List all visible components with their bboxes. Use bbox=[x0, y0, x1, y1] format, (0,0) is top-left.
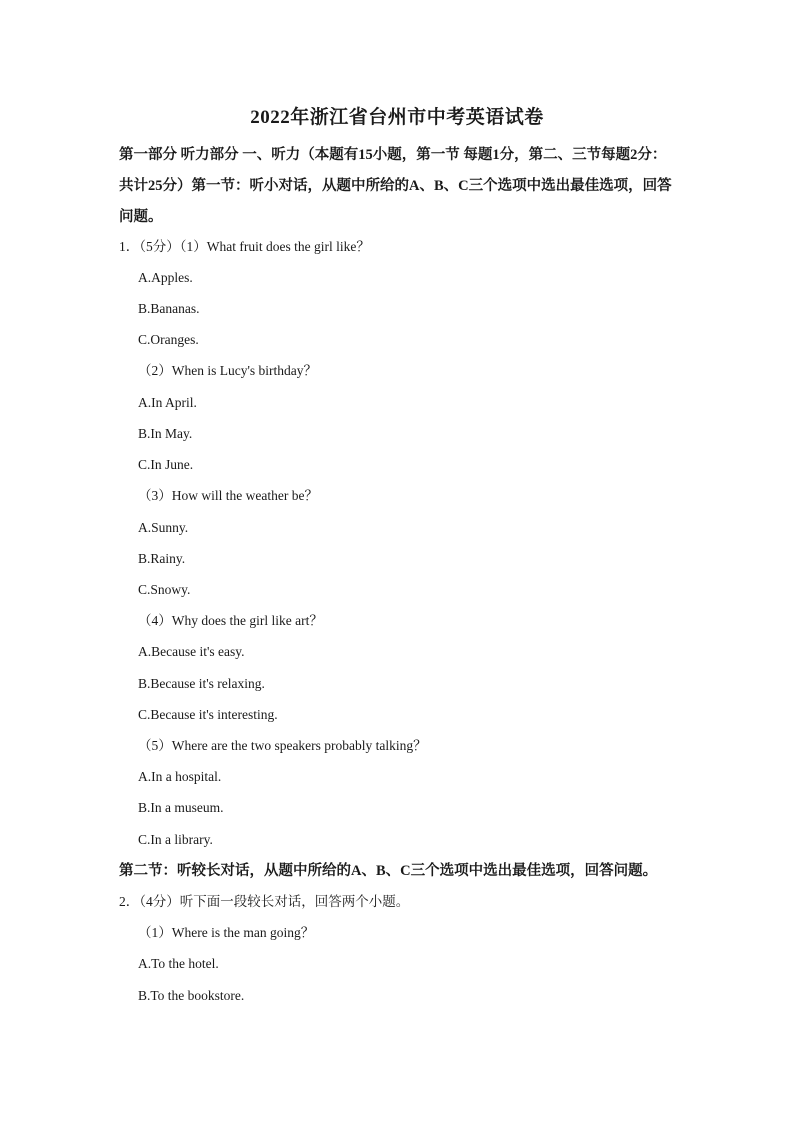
question-1-sub-2-prompt: （2）When is Lucy's birthday？ bbox=[138, 363, 318, 378]
q2-1-option-a: A.To the hotel. bbox=[138, 956, 219, 971]
question-1-sub-4-prompt: （4）Why does the girl like art？ bbox=[138, 613, 323, 628]
question-1-sub-5-prompt: （5）Where are the two speakers probably talking？ bbox=[138, 738, 427, 753]
q1-2-option-b: B.In May. bbox=[138, 426, 193, 441]
q1-3-option-c: C.Snowy. bbox=[138, 582, 191, 597]
question-1-sub-1-prompt: （1）What fruit does the girl like？ bbox=[179, 239, 370, 254]
q2-1-option-b: B.To the bookstore. bbox=[138, 988, 245, 1003]
q1-4-option-a: A.Because it's easy. bbox=[138, 644, 245, 659]
q1-2-option-c: C.In June. bbox=[138, 457, 194, 472]
section-2-heading: 第二节：听较长对话，从题中所给的A、B、C三个选项中选出最佳选项，回答问题。 bbox=[119, 863, 658, 879]
q1-2-option-a: A.In April. bbox=[138, 395, 197, 410]
page-title: 2022年浙江省台州市中考英语试卷 bbox=[250, 107, 544, 128]
question-2-header: 2．（4分）听下面一段较长对话，回答两个小题。 bbox=[119, 894, 410, 909]
question-1-header bbox=[119, 237, 370, 257]
q1-5-option-a: A.In a hospital. bbox=[138, 769, 222, 784]
q1-5-option-b: B.In a museum. bbox=[138, 800, 224, 815]
q1-4-option-b: B.Because it's relaxing. bbox=[138, 676, 265, 691]
q1-3-option-a: A.Sunny. bbox=[138, 520, 189, 535]
q1-4-option-c: C.Because it's interesting. bbox=[138, 707, 278, 722]
q1-5-option-c: C.In a library. bbox=[138, 832, 213, 847]
part1-heading: 第一部分 听力部分 一、听力（本题有15小题，第一节 每题1分，第二、三节每题2分：共计25分）第一节：听小对话，从题中所给的A、B、C三个选项中选出最佳选项，回答问题。 bbox=[119, 147, 672, 225]
question-2-sub-1-prompt: （1）Where is the man going？ bbox=[138, 925, 315, 940]
q1-3-option-b: B.Rainy. bbox=[138, 551, 186, 566]
q1-1-option-a: A.Apples. bbox=[138, 270, 193, 285]
question-1-number: 1．（5分） bbox=[119, 239, 180, 254]
question-1-sub-3-prompt: （3）How will the weather be？ bbox=[138, 488, 318, 503]
q1-1-option-c: C.Oranges. bbox=[138, 332, 199, 347]
q1-1-option-b: B.Bananas. bbox=[138, 301, 200, 316]
